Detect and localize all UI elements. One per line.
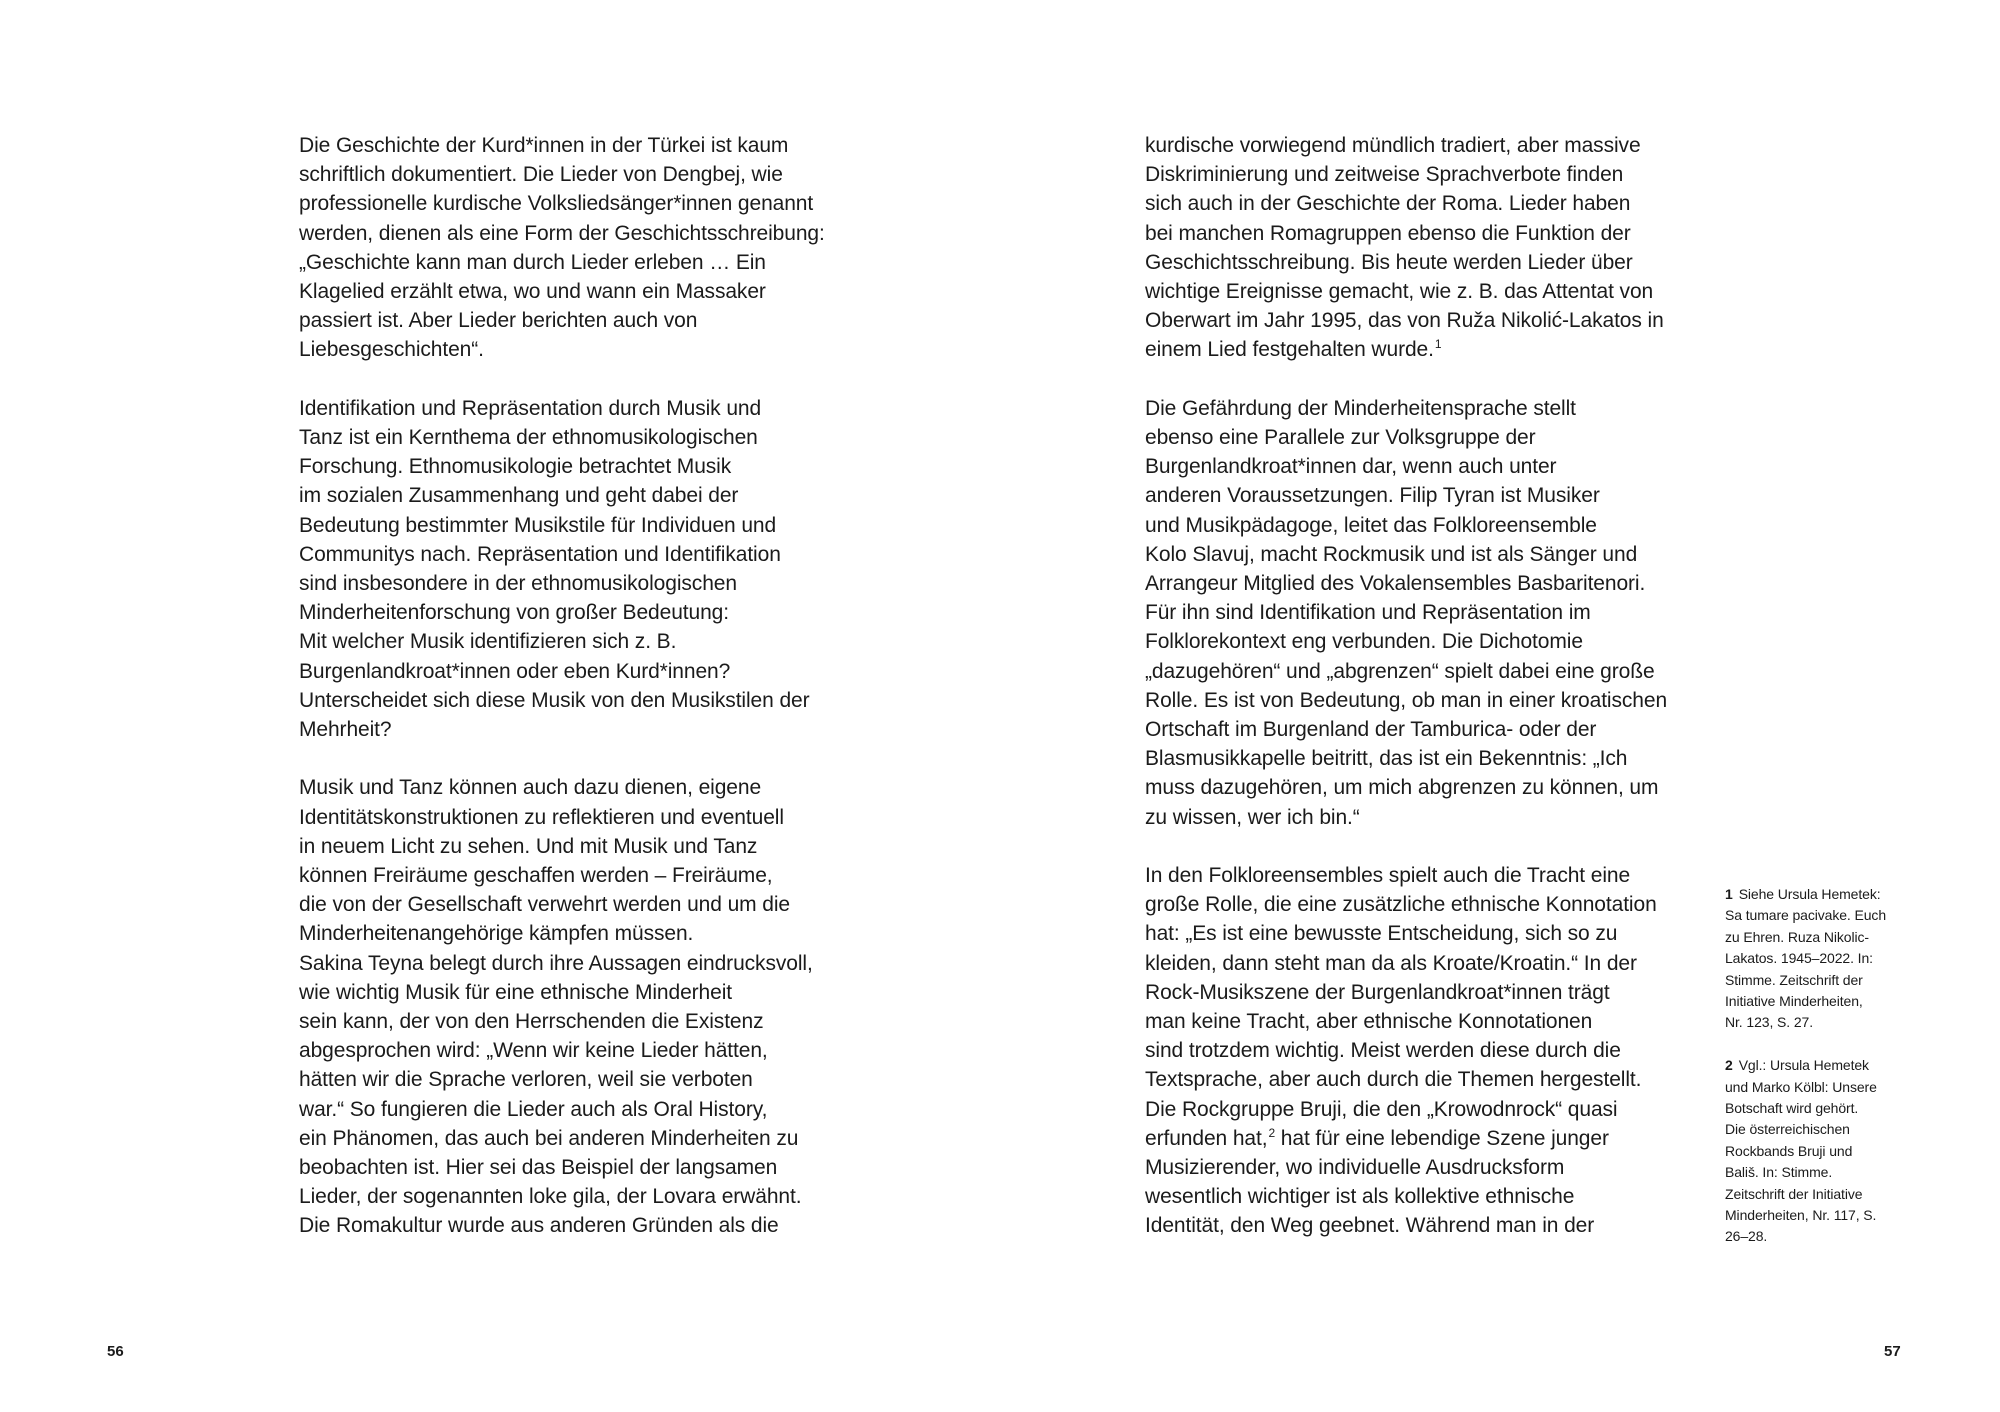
text-line: wie wichtig Musik für eine ethnische Minderheit <box>299 980 732 1004</box>
footnote-line: Zeitschrift der Initiative <box>1725 1185 1863 1202</box>
text-line <box>1145 1124 1730 1153</box>
page-number: 56 <box>107 1343 124 1360</box>
footnote-line: Sa tumare pacivake. Euch <box>1725 907 1887 924</box>
page-number: 57 <box>1884 1343 1901 1360</box>
text-line: große Rolle, die eine zusätzliche ethnische Konnotation <box>1145 893 1657 917</box>
footnote-2 <box>1725 1055 1915 1248</box>
paragraph-music-and-dance <box>299 773 884 1240</box>
text-line: können Freiräume geschaffen werden – Freiräume, <box>299 864 773 888</box>
text-line: Textsprache, aber auch durch die Themen hergestellt. <box>1145 1068 1642 1092</box>
text-fragment: Vgl.: Ursula Hemetek <box>1738 1057 1869 1074</box>
text-line: „Geschichte kann man durch Lieder erleben … Ein <box>299 250 766 274</box>
text-line: Musizierender, wo individuelle Ausdrucksform <box>1145 1156 1565 1180</box>
text-line: Die Geschichte der Kurd*innen in der Türkei ist kaum <box>299 134 789 157</box>
text-line: Kolo Slavuj, macht Rockmusik und ist als Sänger und <box>1145 542 1638 566</box>
text-line: war.“ So fungieren die Lieder auch als Oral History, <box>299 1097 768 1121</box>
footnote-line: zu Ehren. Ruza Nikolic- <box>1725 928 1869 945</box>
footnote-line: Lakatos. 1945–2022. In: <box>1725 950 1873 967</box>
text-line: Geschichtsschreibung. Bis heute werden Lieder über <box>1145 250 1633 274</box>
text-line: Die Rockgruppe Bruji, die den „Krowodnrock“ quasi <box>1145 1097 1618 1121</box>
text-line: Sakina Teyna belegt durch ihre Aussagen eindrucksvoll, <box>299 951 813 975</box>
text-line: Minderheitenforschung von großer Bedeutung: <box>299 601 729 625</box>
text-line: Für ihn sind Identifikation und Repräsentation im <box>1145 601 1591 625</box>
footnote-line: Stimme. Zeitschrift der <box>1725 971 1863 988</box>
text-line: Arrangeur Mitglied des Vokalensembles Basbaritenori. <box>1145 572 1646 596</box>
text-line: Bedeutung bestimmter Musikstile für Individuen und <box>299 513 777 537</box>
text-line: Oberwart im Jahr 1995, das von Ruža Nikolić-Lakatos in <box>1145 309 1664 333</box>
footnote-reference: 2 <box>1268 1125 1276 1140</box>
text-line: ebenso eine Parallele zur Volksgruppe der <box>1145 426 1536 450</box>
footnote-line: Minderheiten, Nr. 117, S. <box>1725 1207 1877 1224</box>
paragraph-roma-culture <box>1145 131 1730 365</box>
text-line: Klagelied erzählt etwa, wo und wann ein Massaker <box>299 280 766 304</box>
text-line: Communitys nach. Repräsentation und Identifikation <box>299 542 781 566</box>
right-text-column <box>1145 131 1730 1270</box>
footnote-line: Bališ. In: Stimme. <box>1725 1164 1833 1181</box>
text-line: wichtige Ereignisse gemacht, wie z. B. das Attentat von <box>1145 280 1654 304</box>
text-line: Die Gefährdung der Minderheitensprache stellt <box>1145 396 1576 420</box>
text-line: wesentlich wichtiger ist als kollektive ethnische <box>1145 1185 1575 1209</box>
text-line: Ortschaft im Burgenland der Tamburica- oder der <box>1145 718 1597 742</box>
left-text-column <box>299 131 884 1270</box>
footnote-line: Nr. 123, S. 27. <box>1725 1014 1813 1031</box>
text-line: zu wissen, wer ich bin.“ <box>1145 805 1360 829</box>
text-line: Tanz ist ein Kernthema der ethnomusikologischen <box>299 426 758 450</box>
footnote-number: 2 <box>1725 1057 1733 1074</box>
text-line: Liebesgeschichten“. <box>299 338 484 362</box>
text-line: sind trotzdem wichtig. Meist werden diese durch die <box>1145 1039 1621 1063</box>
text-line: Folklorekontext eng verbunden. Die Dichotomie <box>1145 630 1583 654</box>
text-line: In den Folkloreensembles spielt auch die Tracht eine <box>1145 864 1631 888</box>
footnote-line: 26–28. <box>1725 1228 1768 1245</box>
paragraph-identification <box>299 394 884 744</box>
text-line: Lieder, der sogenannten loke gila, der Lovara erwähnt. <box>299 1185 802 1209</box>
text-line: Musik und Tanz können auch dazu dienen, eigene <box>299 776 762 800</box>
text-line: Mit welcher Musik identifizieren sich z. B. <box>299 630 677 654</box>
text-line: Burgenlandkroat*innen dar, wenn auch unter <box>1145 455 1557 479</box>
text-line: Unterscheidet sich diese Musik von den Musikstilen der <box>299 688 810 712</box>
text-line: sind insbesondere in der ethnomusikologischen <box>299 572 737 596</box>
text-fragment: hat für eine lebendige Szene junger <box>1275 1126 1609 1150</box>
text-line: Minderheitenangehörige kämpfen müssen. <box>299 922 694 946</box>
text-line: Mehrheit? <box>299 718 392 742</box>
text-line: beobachten ist. Hier sei das Beispiel der langsamen <box>299 1156 778 1180</box>
text-fragment: einem Lied festgehalten wurde. <box>1145 338 1434 362</box>
paragraph-folklore-ensembles <box>1145 861 1730 1241</box>
footnote-line <box>1725 1055 1915 1076</box>
text-fragment: Siehe Ursula Hemetek: <box>1738 886 1881 902</box>
text-line: Identität, den Weg geebnet. Während man in der <box>1145 1214 1595 1238</box>
text-line: werden, dienen als eine Form der Geschichtsschreibung: <box>299 221 825 245</box>
text-line: passiert ist. Aber Lieder berichten auch von <box>299 309 698 333</box>
footnote-reference: 1 <box>1434 337 1442 352</box>
text-fragment: erfunden hat, <box>1145 1126 1268 1150</box>
text-line: Blasmusikkapelle beitritt, das ist ein Bekenntnis: „Ich <box>1145 747 1628 771</box>
footnote-line: Die österreichischen <box>1725 1121 1850 1138</box>
footnote-line: Rockbands Bruji und <box>1725 1142 1853 1159</box>
footnote-line: und Marko Kölbl: Unsere <box>1725 1078 1877 1095</box>
footnotes <box>1725 884 1915 1269</box>
text-line: ein Phänomen, das auch bei anderen Minderheiten zu <box>299 1126 799 1150</box>
footnote-line: Initiative Minderheiten, <box>1725 993 1863 1010</box>
text-line: muss dazugehören, um mich abgrenzen zu können, um <box>1145 776 1659 800</box>
text-line: Rock-Musikszene der Burgenlandkroat*innen trägt <box>1145 980 1610 1004</box>
text-line: „dazugehören“ und „abgrenzen“ spielt dabei eine große <box>1145 659 1655 683</box>
paragraph-kurdish-history <box>299 131 884 365</box>
text-line: im sozialen Zusammenhang und geht dabei der <box>299 484 739 508</box>
text-line: professionelle kurdische Volksliedsänger*innen genannt <box>299 192 814 216</box>
paragraph-minority-language <box>1145 394 1730 832</box>
footnote-line <box>1725 884 1915 905</box>
text-line: Burgenlandkroat*innen oder eben Kurd*innen? <box>299 659 731 683</box>
text-line: Identifikation und Repräsentation durch Musik und <box>299 396 762 420</box>
text-line: anderen Voraussetzungen. Filip Tyran ist Musiker <box>1145 484 1600 508</box>
text-line: Forschung. Ethnomusikologie betrachtet Musik <box>299 455 732 479</box>
footnote-number: 1 <box>1725 886 1733 902</box>
text-line: Diskriminierung und zeitweise Sprachverbote finden <box>1145 163 1624 187</box>
text-line: die von der Gesellschaft verwehrt werden und um die <box>299 893 790 917</box>
text-line: Identitätskonstruktionen zu reflektieren und eventuell <box>299 805 784 829</box>
text-line: abgesprochen wird: „Wenn wir keine Lieder hätten, <box>299 1039 768 1063</box>
text-line: kleiden, dann steht man da als Kroate/Kroatin.“ In der <box>1145 951 1637 975</box>
text-line: Die Romakultur wurde aus anderen Gründen als die <box>299 1214 779 1238</box>
text-line: schriftlich dokumentiert. Die Lieder von Dengbej, wie <box>299 163 783 187</box>
text-line: man keine Tracht, aber ethnische Konnotationen <box>1145 1010 1593 1034</box>
footnote-line: Botschaft wird gehört. <box>1725 1100 1859 1117</box>
text-line: kurdische vorwiegend mündlich tradiert, aber massive <box>1145 134 1641 157</box>
text-line: Rolle. Es ist von Bedeutung, ob man in einer kroatischen <box>1145 688 1668 712</box>
text-line: hätten wir die Sprache verloren, weil sie verboten <box>299 1068 753 1092</box>
text-line: in neuem Licht zu sehen. Und mit Musik und Tanz <box>299 834 758 858</box>
text-line: bei manchen Romagruppen ebenso die Funktion der <box>1145 221 1631 245</box>
right-page <box>1000 0 2000 1412</box>
text-line: sich auch in der Geschichte der Roma. Lieder haben <box>1145 192 1631 216</box>
text-line: hat: „Es ist eine bewusste Entscheidung, sich so zu <box>1145 922 1618 946</box>
text-line <box>1145 335 1730 364</box>
text-line: sein kann, der von den Herrschenden die Existenz <box>299 1010 764 1034</box>
footnote-1 <box>1725 884 1915 1034</box>
text-line: und Musikpädagoge, leitet das Folkloreensemble <box>1145 513 1597 537</box>
